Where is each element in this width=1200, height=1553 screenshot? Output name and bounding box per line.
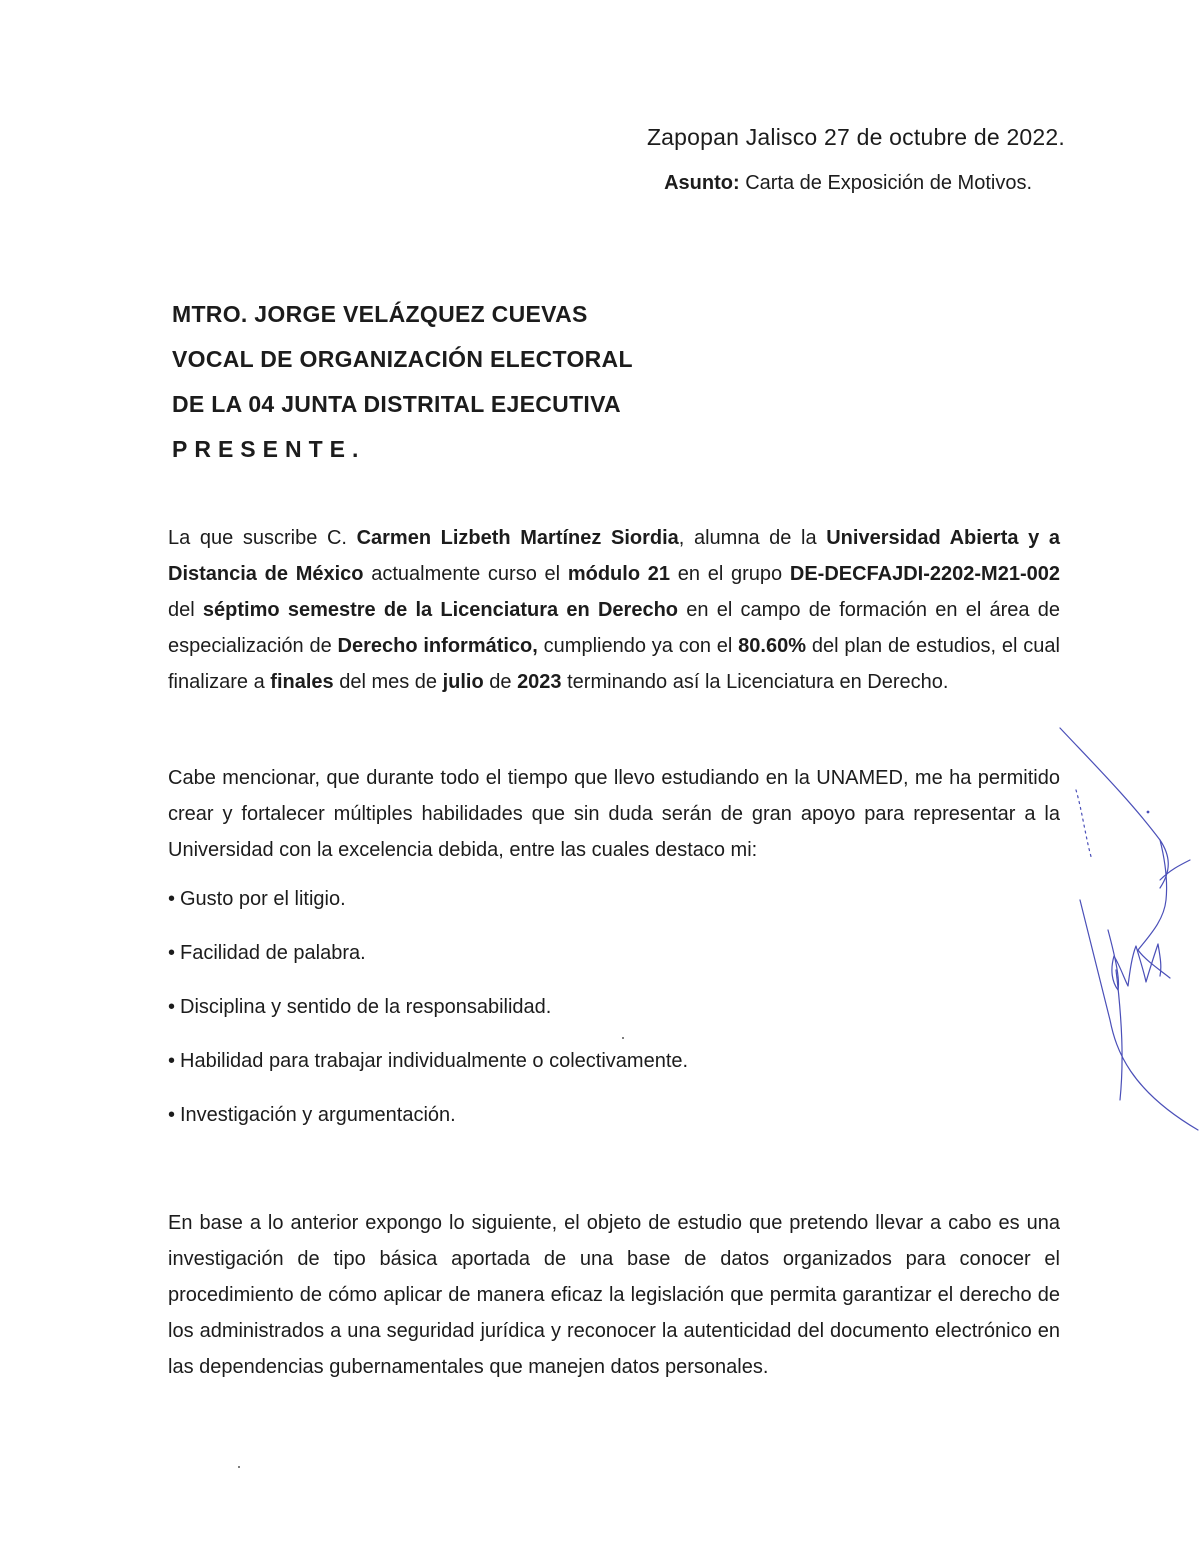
intro-text-10: de xyxy=(483,671,518,693)
recipient-office: DE LA 04 JUNTA DISTRITAL EJECUTIVA xyxy=(172,391,621,417)
intro-text-4: en el grupo xyxy=(670,563,790,585)
scan-speck xyxy=(238,1466,240,1468)
place-date: Zapopan Jalisco 27 de octubre de 2022. xyxy=(646,124,1065,150)
skill-text: Gusto por el litigio. xyxy=(180,888,346,910)
intro-text-7: cumpliendo ya con el xyxy=(537,635,739,657)
semester-degree: séptimo semestre de la Licenciatura en Derecho xyxy=(202,599,678,621)
bullet-icon: • xyxy=(168,996,176,1018)
recipient-presente: PRESENTE. xyxy=(172,436,366,462)
bullet-icon: • xyxy=(168,888,176,910)
end-month: julio xyxy=(442,671,484,693)
list-item xyxy=(168,884,868,938)
bullet-icon: • xyxy=(168,1050,176,1072)
student-name: Carmen Lizbeth Martínez Siordia xyxy=(356,527,679,549)
specialization: Derecho informático, xyxy=(337,635,538,657)
paragraph-study-object: En base a lo anterior expongo lo siguiente, el objeto de estudio que pretendo llevar a cabo es una investigación de tipo básica aportada de una base de datos organizados para conocer el procedimiento de cómo aplicar de manera eficaz la legislación que permita garantizar el derecho de los administrados a una seguridad jurídica y reconocer la autenticidad del documento electrónico en las dependencias gubernamentales que manejen datos personales. xyxy=(168,1212,1060,1378)
subject-line xyxy=(560,172,1032,195)
skill-text: Disciplina y sentido de la responsabilidad. xyxy=(180,996,552,1018)
bullet-icon: • xyxy=(168,942,176,964)
intro-text-9: del mes de xyxy=(333,671,443,693)
list-item xyxy=(168,1046,868,1100)
intro-text-2: , alumna de la xyxy=(678,527,827,549)
intro-text-6: en el campo de formación en el área de especialización de xyxy=(168,599,1061,657)
skill-text: Facilidad de palabra. xyxy=(180,942,366,964)
skills-list xyxy=(168,884,868,1154)
list-item xyxy=(168,938,868,992)
handwritten-signature xyxy=(1020,720,1200,1140)
intro-text-11: terminando así la Licenciatura en Derecho. xyxy=(561,671,949,693)
scan-speck xyxy=(622,1037,624,1039)
end-year: 2023 xyxy=(517,671,562,693)
subject-label: Asunto: xyxy=(664,172,740,194)
subject-text: Carta de Exposición de Motivos. xyxy=(745,172,1032,194)
intro-text-8: del plan de estudios, el cual finalizare a xyxy=(168,635,1060,693)
skill-text: Habilidad para trabajar individualmente o colectivamente. xyxy=(180,1050,689,1072)
intro-text-1: La que suscribe C. xyxy=(168,527,357,549)
recipient-name: MTRO. JORGE VELÁZQUEZ CUEVAS xyxy=(172,301,588,327)
group-code: DE-DECFAJDI-2202-M21-002 xyxy=(789,563,1060,585)
bullet-icon: • xyxy=(168,1104,176,1126)
skill-text: Investigación y argumentación. xyxy=(180,1104,456,1126)
end-period: finales xyxy=(270,671,334,693)
recipient-position: VOCAL DE ORGANIZACIÓN ELECTORAL xyxy=(172,346,633,372)
paragraph-intro xyxy=(168,520,1060,700)
list-item xyxy=(168,1100,868,1154)
list-item xyxy=(168,992,868,1046)
intro-text-3: actualmente curso el xyxy=(363,563,568,585)
recipient-block xyxy=(172,300,872,480)
paragraph-skills-intro: Cabe mencionar, que durante todo el tiempo que llevo estudiando en la UNAMED, me ha permitido crear y fortalecer múltiples habilidades que sin duda serán de gran apoyo para representar a la Universidad con la excelencia debida, entre las cuales destaco mi: xyxy=(168,767,1060,861)
intro-text-5: del xyxy=(168,599,203,621)
module-number: módulo 21 xyxy=(567,563,671,585)
progress-percent: 80.60% xyxy=(738,635,807,657)
university-name: Universidad Abierta y a Distancia de México xyxy=(168,527,1060,585)
